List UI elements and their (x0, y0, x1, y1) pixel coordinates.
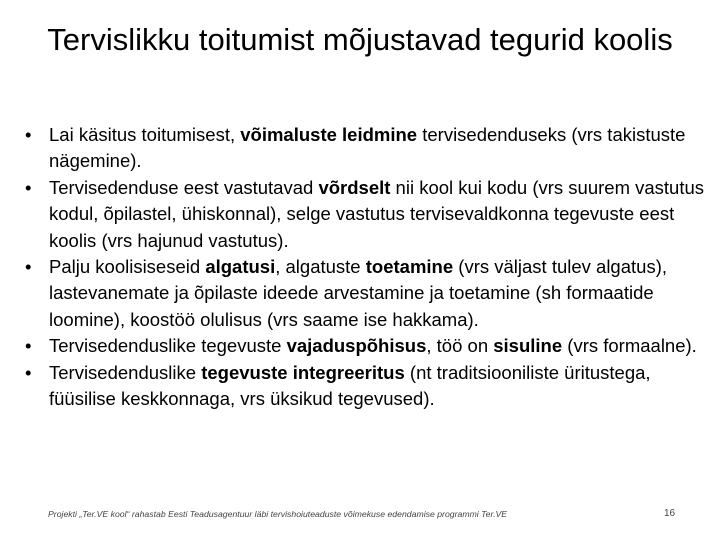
bullet-segment: , töö on (426, 335, 494, 357)
bullet-emphasis: tegevuste integreeritus (201, 361, 405, 383)
bullet-item (22, 175, 714, 254)
bullet-emphasis: sisuline (493, 335, 563, 357)
bullet-emphasis: võrdselt (318, 176, 391, 198)
bullet-item (22, 122, 714, 175)
bullet-emphasis: toetamine (365, 256, 454, 278)
bullet-item (22, 360, 714, 413)
bullet-marker: • (25, 124, 32, 145)
bullet-segment: (vrs formaalne). (562, 335, 697, 357)
bullet-marker: • (25, 361, 32, 383)
bullet-segment: Lai käsitus toitumisest, (49, 124, 241, 145)
bullet-marker: • (25, 256, 32, 278)
bullet-segment: Palju koolisiseseid (49, 256, 206, 278)
bullet-segment: Tervisedenduse eest vastutavad (49, 176, 319, 198)
bullet-segment: tervisedenduseks (vrs takistuste nägemine). (49, 124, 686, 172)
bullet-emphasis: algatusi (205, 256, 276, 278)
bullet-segment: Tervisedenduslike (49, 361, 202, 383)
bullet-emphasis: vajaduspõhisus (286, 335, 427, 357)
bullet-marker: • (25, 335, 32, 357)
bullet-segment: nii kool kui kodu (vrs suurem vastutus kodul, õpilastel, ühiskonnal), selge vastutus tervisevaldkonna tegevuste eest koolis (vrs hajunud vastutus). (49, 176, 705, 251)
footer-text: Projekti „Ter.VE kool“ rahastab Eesti Teadusagentuur läbi tervishoiuteaduste võimekuse edendamise programmi Ter.VE (48, 509, 508, 519)
bullet-text (49, 335, 697, 356)
bullet-segment: Tervisedenduslike tegevuste (49, 335, 287, 357)
bullet-text (49, 177, 704, 251)
bullet-text (49, 256, 667, 330)
slide-title: Tervislikku toitumist mõjustavad tegurid koolis (47, 22, 673, 57)
bullet-segment: , algatuste (275, 256, 366, 278)
bullet-list (22, 122, 714, 412)
slide-number: 16 (664, 508, 676, 519)
bullet-segment: (vrs väljast tulev algatus), lastevanemate ja õpilaste ideede arvestamine ja toetamine (sh formaatide loomine), koostöö olulisus (vrs saame ise hakkama). (49, 256, 667, 330)
bullet-emphasis: võimaluste leidmine (240, 124, 418, 145)
bullet-segment: (nt traditsiooniliste üritustega, füüsilise keskkonnaga, vrs üksikud tegevused). (49, 361, 651, 410)
bullet-marker: • (25, 176, 32, 198)
bullet-item (22, 333, 714, 359)
bullet-text (49, 362, 651, 409)
bullet-item (22, 254, 714, 333)
bullet-text (49, 124, 685, 171)
